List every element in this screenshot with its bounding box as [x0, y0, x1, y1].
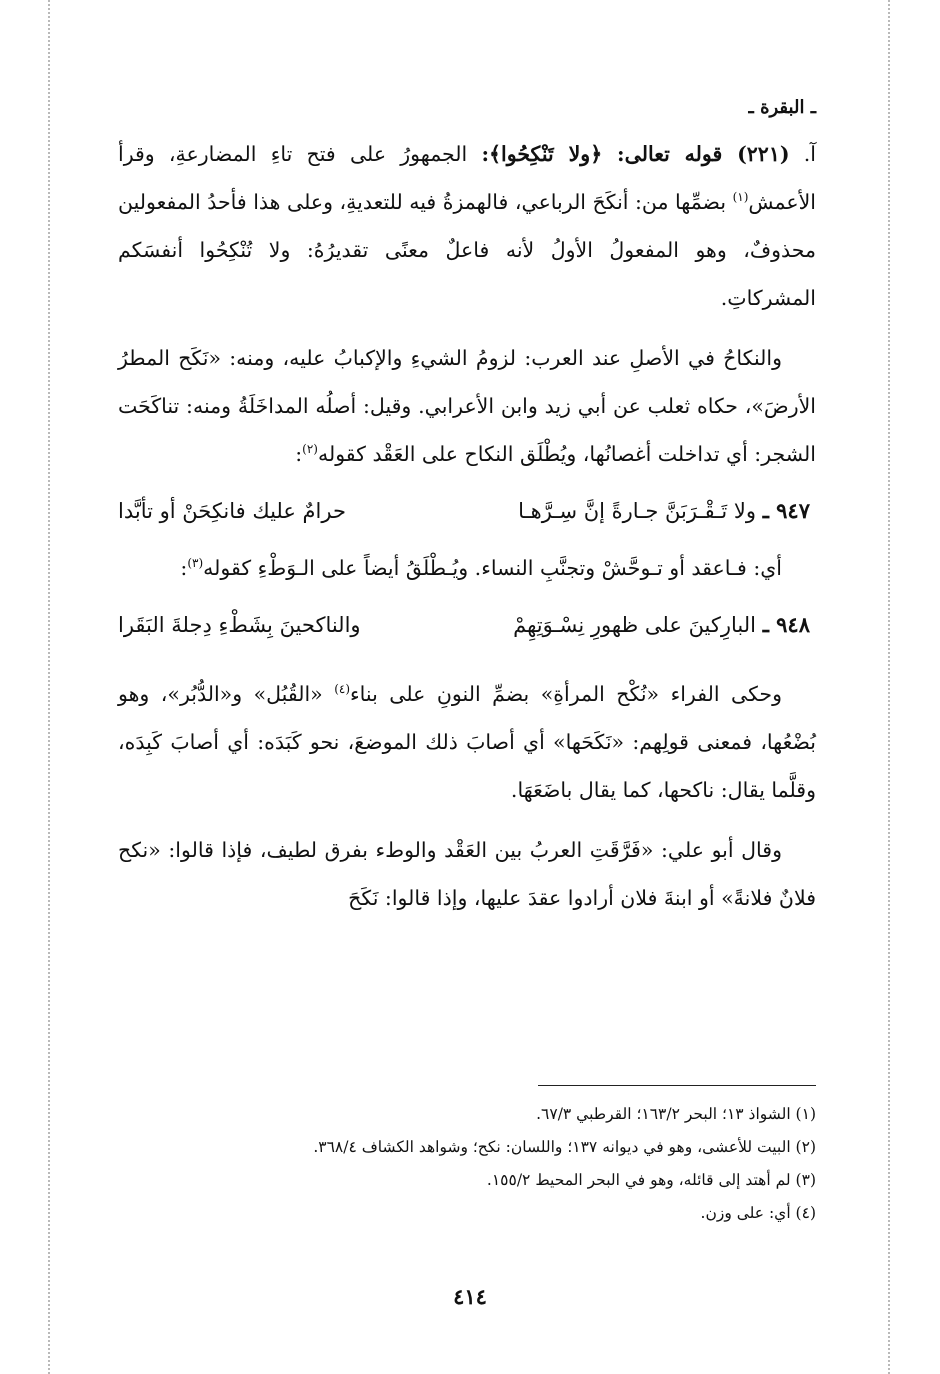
verse-number: ٩٤٧ ـ [762, 498, 810, 523]
intro-marker: آ. [803, 142, 816, 166]
page-number: ٤١٤ [453, 1284, 487, 1309]
verse-hemistich-2: والناكحينَ بِشَطْءِ دِجلةَ البَقَرا [118, 613, 361, 637]
intro-text-cont: بضمِّها من: أنكَحَ الرباعي، فالهمزةُ فيه للتعديةِ، وعلى هذا فأحدُ المفعولين محذوفٌ، وهو المفعولُ الأولُ لأنه فاعلٌ معنًى تقديرُهُ: ولا تُنْكِحُوا أنفسَكم المشركاتِ. [118, 190, 816, 310]
verse-hemistich-1: ولا تَـقْـرَبَنَّ جـارةً إنَّ سِـرَّهـا [518, 499, 756, 523]
paragraph-explanation [118, 544, 816, 592]
verse-hemistich-2: حرامٌ عليك فانكِحَنْ أو تأبَّدا [118, 499, 346, 523]
verse-number: ٩٤٨ ـ [762, 612, 810, 637]
footnote-4: (٤) أي: على وزن. [700, 1204, 816, 1222]
paragraph-explanation-text: أي: فـاعقد أو تـوحَّشْ وتجنَّبِ النساء. ويُـطْلَقُ أيضاً على الـوَطْءِ كقوله [203, 556, 782, 580]
footnote-separator [538, 1085, 816, 1086]
scan-border-right [888, 0, 890, 1374]
paragraph-nikah-colon: : [295, 442, 303, 466]
scan-border-left [48, 0, 50, 1374]
paragraph-nikah [118, 334, 816, 478]
intro-text: الجمهورُ على فتح تاءِ المضارعةِ، وقرأ الأعمش [118, 142, 816, 214]
footnote-ref-1[interactable]: (١) [732, 190, 749, 205]
footnote-2: (٢) البيت للأعشى، وهو في ديوانه ١٣٧؛ واللسان: نكح؛ وشواهد الكشاف ٣٦٨/٤. [313, 1138, 816, 1156]
paragraph-farra [118, 670, 816, 814]
verse-948 [118, 598, 816, 652]
running-header: ـ البقرة ـ [748, 97, 816, 118]
footnote-ref-2[interactable]: (٢) [302, 442, 318, 457]
verse-hemistich-1: البارِكينَ على ظهورِ نِسْـوَتِهِمْ [513, 613, 756, 637]
paragraph-explanation-colon: : [180, 556, 188, 580]
paragraph-farra-text-cont: «القُبُل» و«الدُّبُر»، وهو بُضْعُها، فمعنى قولِهم: «نَكَحَها» أي أصابَ ذلك الموضعَ، نحو كَبَدَه: أي أصابَ كَبِدَه، وقلَّما يقال: ناكحها، كما يقال باضَعَهَا. [118, 682, 816, 802]
footnotes [118, 1098, 816, 1230]
footnote-3: (٣) لم أهتد إلى قائله، وهو في البحر المحيط ١٥٥/٢. [486, 1171, 816, 1189]
page-body [118, 92, 816, 922]
intro-paragraph [118, 130, 816, 322]
paragraph-farra-text: وحكى الفراء «نُكْح المرأةِ» بضمِّ النونِ على بناء [350, 682, 783, 706]
footnote-ref-4[interactable]: (٤) [334, 682, 351, 697]
paragraph-nikah-text: والنكاحُ في الأصلِ عند العرب: لزومُ الشيءِ والإكبابُ عليه، ومنه: «نَكَح المطرُ الأرضَ»، حكاه ثعلب عن أبي زيد وابن الأعرابي. وقيل: أصلُه المداخَلَةُ ومنه: تناكَحَت الشجر: أي تداخلت أغصانُها، ويُطْلَق النكاح على العَقْد كقوله [118, 346, 816, 466]
footnote-1: (١) الشواذ ١٣؛ البحر ١٦٣/٢؛ القرطبي ٦٧/٣. [536, 1105, 816, 1123]
paragraph-abu-ali: وقال أبو علي: «فَرَّقَتِ العربُ بين العَقْد والوطء بفرق لطيف، فإذا قالوا: «نكح فلانٌ فلانةً» أو ابنةَ فلان أرادوا عقدَ عليها، وإذا قالوا: نَكَحَ [118, 838, 816, 910]
footnote-ref-3[interactable]: (٣) [187, 556, 204, 571]
verse-947 [118, 484, 816, 538]
verse-reference: (٢٢١) قوله تعالى: ﴿ولا تَنْكِحُوا﴾: [481, 142, 790, 166]
